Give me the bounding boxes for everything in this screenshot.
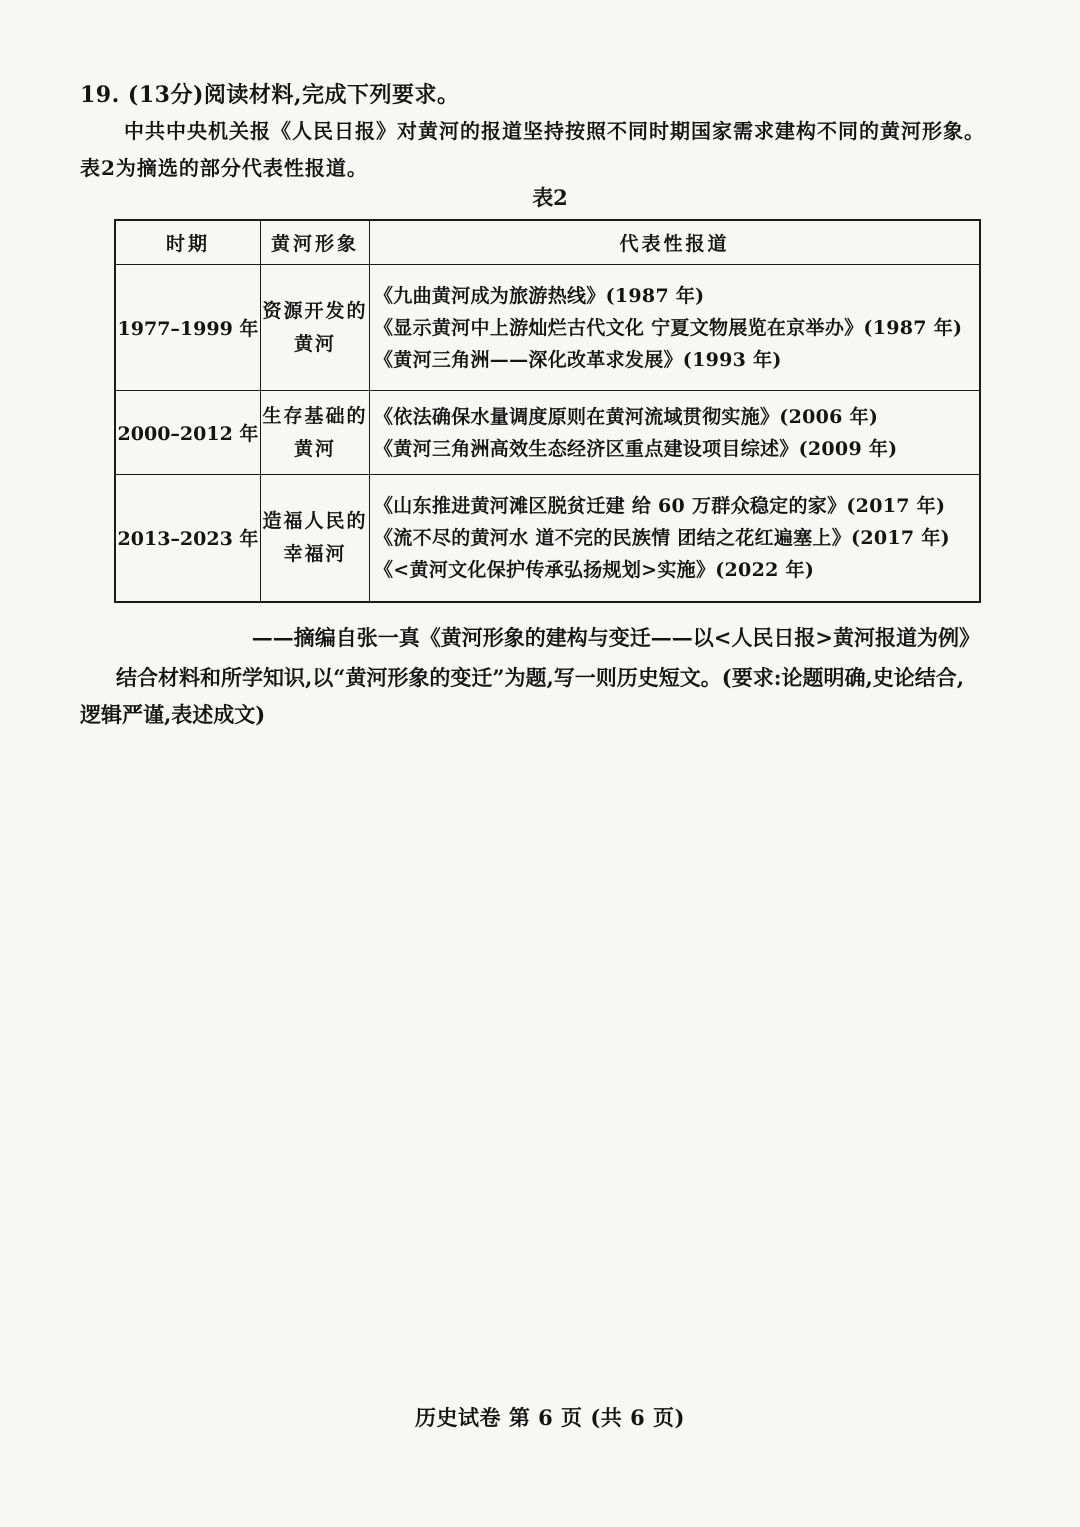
report-item: 《九曲黄河成为旅游热线》(1987 年) bbox=[374, 284, 705, 307]
report-item: 《依法确保水量调度原则在黄河流域贯彻实施》(2006 年) bbox=[374, 405, 879, 428]
question-intro: 中共中央机关报《人民日报》对黄河的报道坚持按照不同时期国家需求建构不同的黄河形象。表2为摘选的部分代表性报道。 bbox=[80, 119, 985, 180]
header-image: 黄河形象 bbox=[261, 220, 370, 265]
report-item: 《流不尽的黄河水 道不完的民族情 团结之花红遍塞上》(2017 年) bbox=[374, 526, 950, 549]
header-reports: 代表性报道 bbox=[370, 220, 981, 265]
page-footer: 历史试卷 第 6 页 (共 6 页) bbox=[415, 1405, 685, 1430]
report-table bbox=[114, 219, 981, 603]
report-item: 《山东推进黄河滩区脱贫迁建 给 60 万群众稳定的家》(2017 年) bbox=[374, 494, 946, 517]
reports-cell bbox=[370, 391, 981, 475]
period-cell: 2013–2023 年 bbox=[115, 475, 261, 602]
period-cell: 1977–1999 年 bbox=[115, 265, 261, 391]
question-title: 19. (13分)阅读材料,完成下列要求。 bbox=[80, 82, 460, 108]
table-header-row bbox=[115, 220, 980, 265]
table-row bbox=[115, 475, 980, 602]
header-period: 时期 bbox=[115, 220, 261, 265]
report-item: 《黄河三角洲——深化改革求发展》(1993 年) bbox=[374, 348, 782, 371]
question-prompt: 结合材料和所学知识,以“黄河形象的变迁”为题,写一则历史短文。(要求:论题明确,史论结合,逻辑严谨,表述成文) bbox=[80, 665, 965, 727]
image-cell: 资源开发的黄河 bbox=[261, 265, 370, 391]
table-row bbox=[115, 391, 980, 475]
image-cell: 造福人民的幸福河 bbox=[261, 475, 370, 602]
source-citation: ——摘编自张一真《黄河形象的建构与变迁——以<人民日报>黄河报道为例》 bbox=[251, 625, 980, 650]
table-row bbox=[115, 265, 980, 391]
reports-cell bbox=[370, 475, 981, 602]
report-item: 《<黄河文化保护传承弘扬规划>实施》(2022 年) bbox=[374, 558, 815, 581]
table-caption: 表2 bbox=[532, 185, 568, 210]
period-cell: 2000–2012 年 bbox=[115, 391, 261, 475]
reports-cell bbox=[370, 265, 981, 391]
report-item: 《显示黄河中上游灿烂古代文化 宁夏文物展览在京举办》(1987 年) bbox=[374, 316, 963, 339]
report-item: 《黄河三角洲高效生态经济区重点建设项目综述》(2009 年) bbox=[374, 437, 898, 460]
image-cell: 生存基础的黄河 bbox=[261, 391, 370, 475]
